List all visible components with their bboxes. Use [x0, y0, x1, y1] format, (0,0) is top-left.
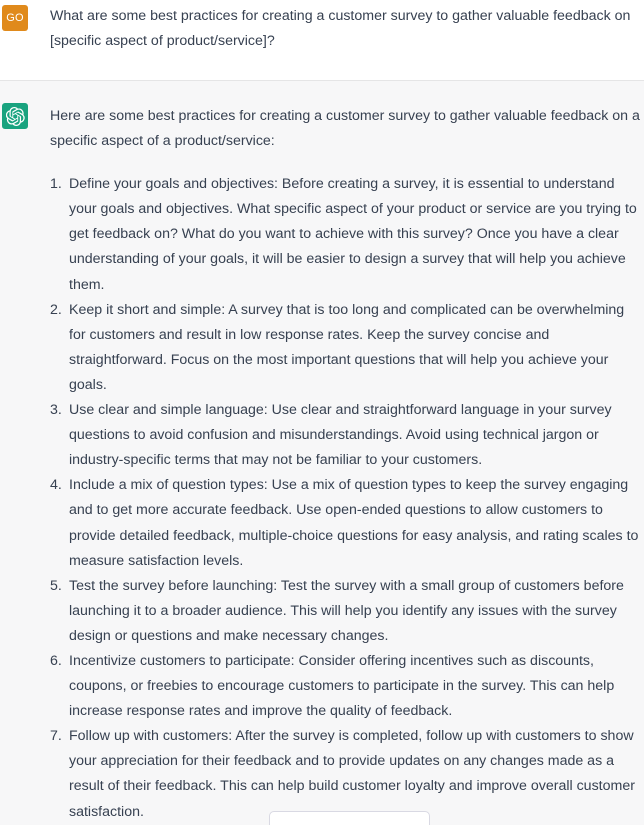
list-item [50, 298, 640, 398]
user-avatar: GO [2, 5, 28, 31]
list-item-number: 3. [50, 402, 62, 419]
list-item [50, 398, 640, 473]
assistant-intro-text: Here are some best practices for creating a customer survey to gather valuable feedback on a specific aspect of a product/service: [50, 108, 640, 150]
list-item-text: Include a mix of question types: Use a mix of question types to keep the survey engaging and to get more accurate feedback. Use open-ended questions to allow customers to provide detailed feedback, multiple-choice questions for easy analysis, and rating scales to measure satisfaction levels. [69, 477, 639, 569]
list-item-text: Keep it short and simple: A survey that is too long and complicated can be overwhelming for customers and result in low response rates. Keep the survey concise and straightforward. Focus on the most important questions that will help you achieve your goals. [69, 301, 625, 393]
list-item [50, 574, 640, 649]
list-item-text: Use clear and simple language: Use clear and straightforward language in your survey questions to avoid confusion and misunderstandings. Avoid using technical jargon or industry-specific terms that may not be familiar to your customers. [69, 402, 612, 469]
list-item [50, 724, 640, 824]
list-item-text: Test the survey before launching: Test the survey with a small group of customers before launching it to a broader audience. This will help you identify any issues with the survey design or questions and make necessary changes. [69, 577, 624, 644]
list-item [50, 473, 640, 573]
list-item-text: Follow up with customers: After the survey is completed, follow up with customers to show your appreciation for their feedback and to provide updates on any changes made as a result of their feedback. This can help build customer loyalty and improve overall customer satisfaction. [69, 728, 635, 820]
list-item-text: Define your goals and objectives: Before creating a survey, it is essential to understand your goals and objectives. What specific aspect of your product or service are you trying to get feedback on? What do you want to achieve with this survey? Once you have a clear understanding of your goals, it will be easier to design a survey that will help you achieve them. [69, 176, 637, 293]
list-item [50, 172, 640, 297]
list-item [50, 649, 640, 724]
list-item-number: 2. [50, 301, 62, 318]
user-message-row [0, 0, 644, 81]
list-item-number: 7. [50, 728, 62, 745]
list-item-number: 5. [50, 577, 62, 594]
best-practices-list [50, 172, 640, 824]
user-message-text: What are some best practices for creating a customer survey to gather valuable feedback on [specific aspect of product/service]? [50, 8, 631, 49]
list-item-number: 4. [50, 477, 62, 494]
list-item-number: 6. [50, 652, 62, 669]
regenerate-response-button[interactable] [269, 811, 430, 825]
openai-logo-icon [2, 103, 28, 129]
assistant-message-content [50, 104, 640, 825]
list-item-text: Incentivize customers to participate: Consider offering incentives such as discounts, coupons, or freebies to encourage customers to participate in the survey. This can help increase response rates and improve the quality of feedback. [69, 652, 615, 720]
assistant-message-row [0, 81, 644, 825]
list-item-number: 1. [50, 176, 62, 193]
